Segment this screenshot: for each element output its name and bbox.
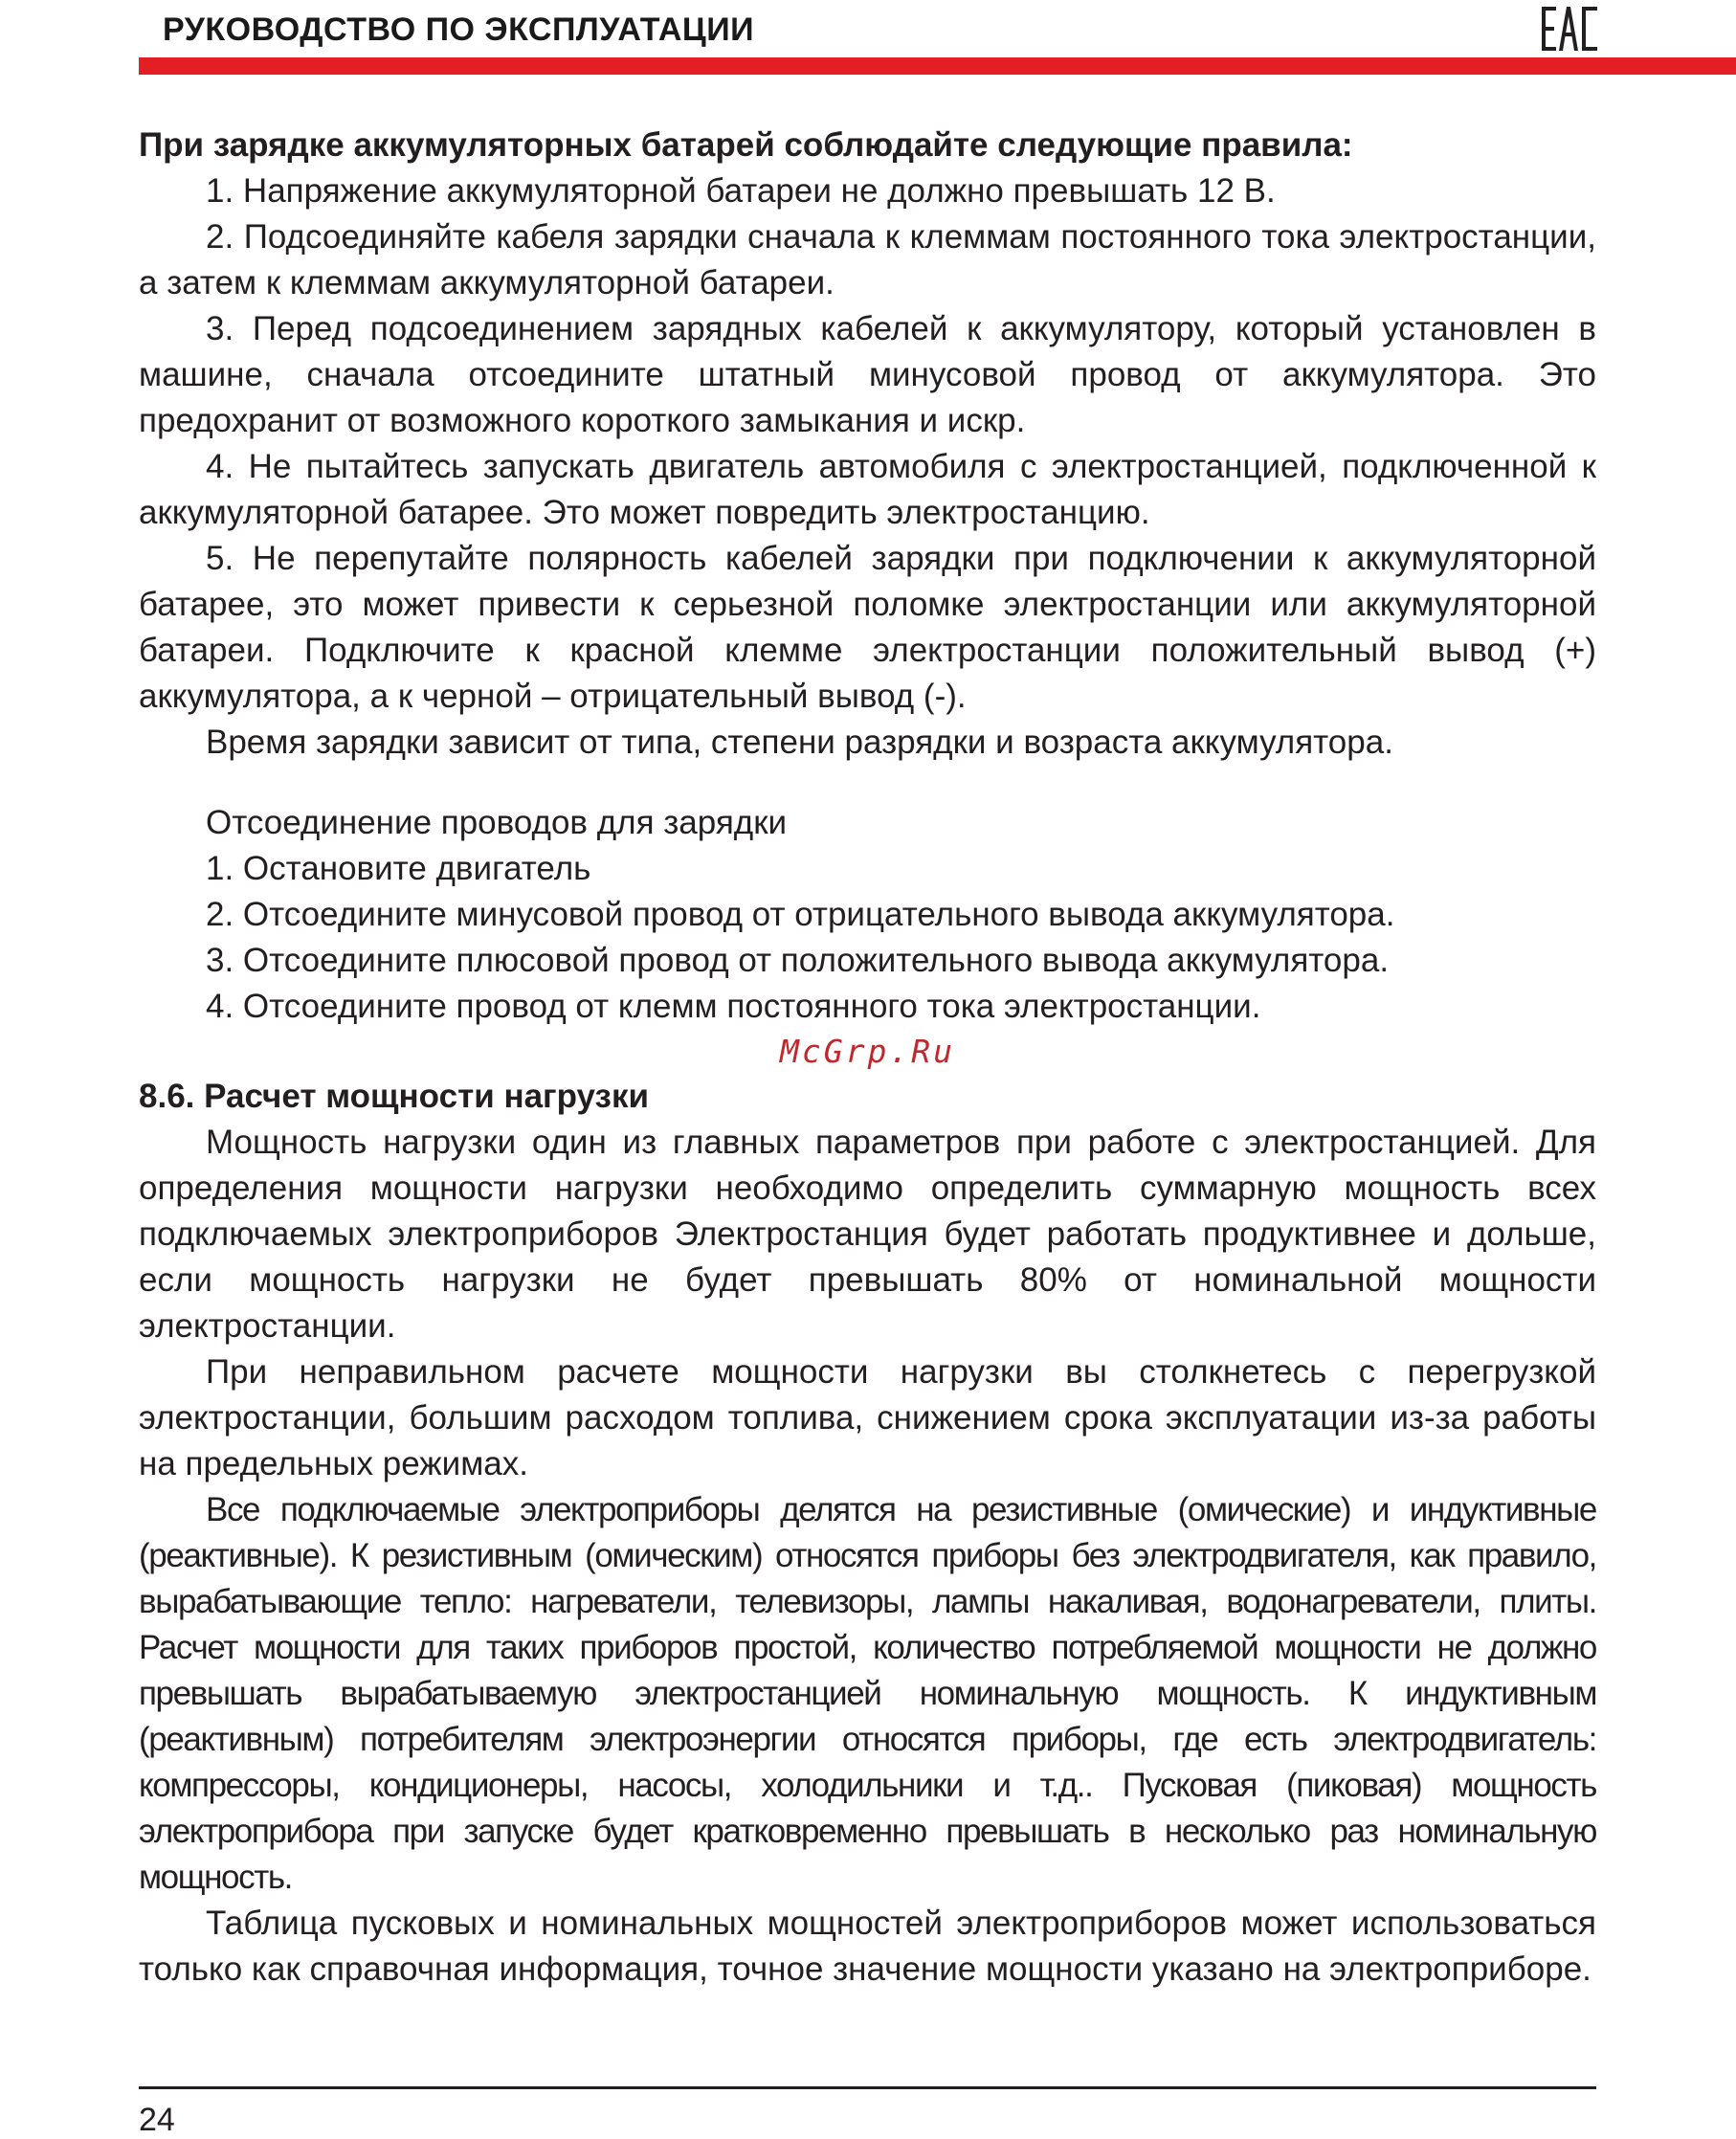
charge-time-note: Время зарядки зависит от типа, степени разрядки и возраста аккумулятора. — [206, 724, 1393, 761]
header-title: РУКОВОДСТВО ПО ЭКСПЛУАТАЦИИ — [163, 11, 755, 48]
rule-item: 4. Не пытайтесь запускать двигатель автомобиля с электростанцией, подключенной к аккумуляторной батарее. Это может повредить электростанцию. — [139, 448, 1596, 531]
page-number: 24 — [139, 2102, 175, 2138]
rule-item: 1. Напряжение аккумуляторной батареи не должно превышать 12 В. — [206, 172, 1276, 210]
rule-item: 3. Перед подсоединением зарядных кабелей к аккумулятору, который установлен в машине, сначала отсоедините штатный минусовой провод от аккумулятора. Это предохранит от возможного короткого замыкания и искр. — [139, 310, 1596, 439]
header-accent-bar — [139, 57, 1736, 75]
disconnect-step: 2. Отсоедините минусовой провод от отрицательного вывода аккумулятора. — [206, 896, 1395, 933]
footer-rule — [139, 2086, 1596, 2089]
disconnect-title: Отсоединение проводов для зарядки — [206, 804, 788, 841]
watermark: McGrp.Ru — [780, 1033, 955, 1070]
disconnect-step: 1. Остановите двигатель — [206, 850, 591, 887]
section-paragraph: Мощность нагрузки один из главных параметров при работе с электростанцией. Для определения мощности нагрузки необходимо определить суммарную мощность всех подключаемых электроприборов Электростанция будет работать продуктивнее и дольше, если мощность нагрузки не будет превышать 80% от номинальной мощности электростанции. — [139, 1124, 1596, 1345]
section-paragraph: Все подключаемые электроприборы делятся на резистивные (омические) и индуктивные (реактивные). К резистивным (омическим) относятся приборы без электродвигателя, как правило, вырабатывающие тепло: нагреватели, телевизоры, лампы накаливая, водонагреватели, плиты. Расчет мощности для таких приборов простой, количество потребляемой мощности не должно превышать вырабатываемую электростанцией номинальную мощность. К индуктивным (реактивным) потребителям электроэнергии относятся приборы, где есть электродвигатель: компрессоры, кондиционеры, насосы, холодильники и т.д.. Пусковая (пиковая) мощность электроприбора при запуске будет кратковременно превышать в несколько раз номинальную мощность. — [139, 1491, 1596, 1896]
rules-heading: При зарядке аккумуляторных батарей соблюдайте следующие правила: — [139, 126, 1353, 164]
section-paragraph: При неправильном расчете мощности нагрузки вы столкнетесь с перегрузкой электростанции, большим расходом топлива, снижением срока эксплуатации из-за работы на предельных режимах. — [139, 1353, 1596, 1482]
page-content — [139, 123, 1596, 1993]
rule-item: 2. Подсоединяйте кабеля зарядки сначала к клеммам постоянного тока электростанции, а затем к клеммам аккумуляторной батареи. — [139, 218, 1596, 301]
spacer — [139, 766, 1596, 800]
rule-item: 5. Не перепутайте полярность кабелей зарядки при подключении к аккумуляторной батарее, это может привести к серьезной поломке электростанции или аккумуляторной батареи. Подключите к красной клемме электростанции положительный вывод (+) аккумулятора, а к черной – отрицательный вывод (-). — [139, 540, 1596, 715]
section-paragraph: Таблица пусковых и номинальных мощностей электроприборов может использоваться только как справочная информация, точное значение мощности указано на электроприборе. — [139, 1905, 1596, 1988]
section-heading: 8.6. Расчет мощности нагрузки — [139, 1078, 649, 1115]
disconnect-step: 4. Отсоедините провод от клемм постоянного тока электростанции. — [206, 988, 1261, 1025]
eac-logo — [1542, 5, 1599, 53]
disconnect-step: 3. Отсоедините плюсовой провод от положительного вывода аккумулятора. — [206, 942, 1390, 979]
